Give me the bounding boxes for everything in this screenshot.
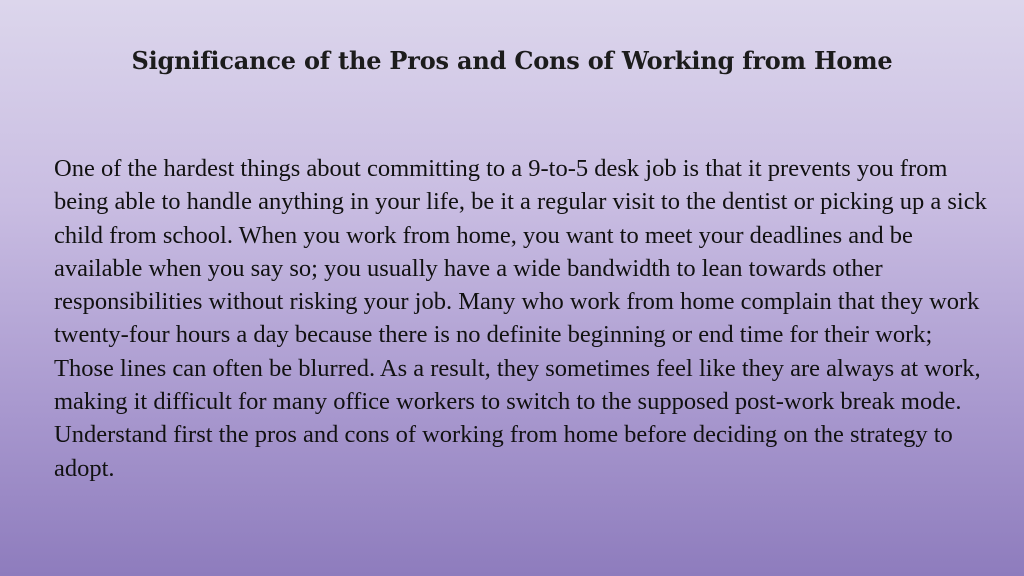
body-paragraph: One of the hardest things about committing to a 9-to-5 desk job is that it prevents you from being able to handle anything in your life, be it a regular visit to the dentist or picking up a sick child from school. When you work from home, you want to meet your deadlines and be available when you say so; you usually have a wide bandwidth to lean towards other responsibilities without risking your job. Many who work from home complain that they work twenty-four hours a day because there is no definite beginning or end time for their work; Those lines can often be blurred. As a result, they sometimes feel like they are always at work, making it difficult for many office workers to switch to the supposed post-work break mode. Understand first the pros and cons of working from home before deciding on the strategy to adopt.: [54, 155, 987, 482]
slide-title: Significance of the Pros and Cons of Working from Home: [131, 46, 893, 75]
